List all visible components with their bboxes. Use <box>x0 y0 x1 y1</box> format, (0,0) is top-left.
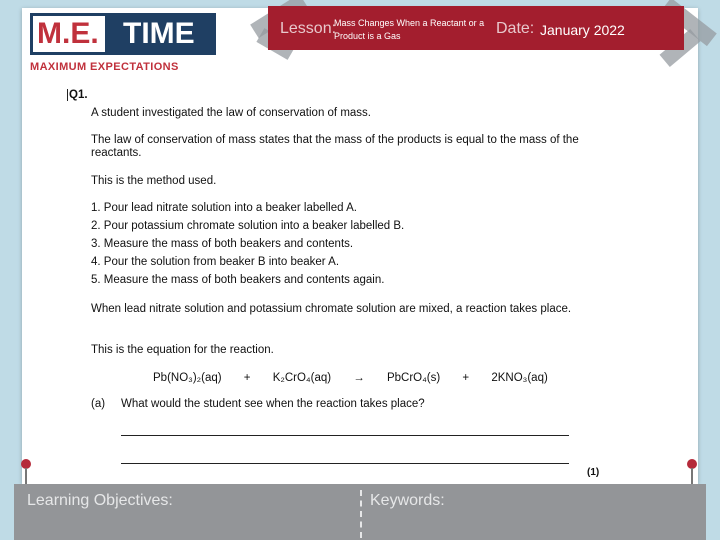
question-number: Q1. <box>69 89 88 101</box>
method-step: 2. Pour potassium chromate solution into a beaker labelled B. <box>91 220 405 232</box>
footer-divider <box>360 490 362 538</box>
law-statement: The law of conservation of mass states that the mass of the products is equal to the mass of the reactants. <box>91 134 579 159</box>
answer-line <box>121 435 569 436</box>
equation-product: PbCrO₄(s) <box>386 372 441 384</box>
exam-question-document <box>65 84 615 488</box>
equation-product: 2KNO₃(aq) <box>491 372 548 384</box>
equation-reactant: Pb(NO₃)₂(aq) <box>153 372 222 384</box>
logo-box <box>30 13 216 55</box>
footer-panel <box>14 484 706 540</box>
pushpin-icon <box>687 459 697 469</box>
learning-objectives-label: Learning Objectives: <box>27 492 173 509</box>
equation-plus: + <box>243 372 251 384</box>
me-time-logo <box>30 13 216 73</box>
part-a-question: What would the student see when the reaction takes place? <box>121 398 425 410</box>
question-intro: A student investigated the law of conservation of mass. <box>91 107 371 119</box>
equation-intro: This is the equation for the reaction. <box>91 344 274 356</box>
pushpin-icon <box>21 459 31 469</box>
method-step: 1. Pour lead nitrate solution into a beaker labelled A. <box>91 202 357 214</box>
date-value: January 2022 <box>540 22 625 38</box>
chemical-equation <box>153 372 566 384</box>
answer-line <box>121 463 569 464</box>
logo-tagline: MAXIMUM EXPECTATIONS <box>30 61 179 73</box>
date-label: Date: <box>496 20 535 37</box>
reaction-statement: When lead nitrate solution and potassium chromate solution are mixed, a reaction takes place. <box>91 303 572 315</box>
method-step: 3. Measure the mass of both beakers and contents. <box>91 238 354 250</box>
equation-arrow: → <box>353 372 365 384</box>
method-intro: This is the method used. <box>91 175 217 187</box>
equation-reactant: K₂CrO₄(aq) <box>272 372 332 384</box>
keywords-label: Keywords: <box>370 492 445 509</box>
logo-me-text: M.E. <box>37 17 99 50</box>
method-step: 4. Pour the solution from beaker B into beaker A. <box>91 256 340 268</box>
lesson-title: Mass Changes When a Reactant or a Product is a Gas <box>334 18 485 41</box>
marks-label: (1) <box>587 467 600 478</box>
lesson-label: Lesson: <box>280 20 337 37</box>
lesson-header-bar <box>268 6 684 50</box>
equation-plus: + <box>462 372 470 384</box>
method-step: 5. Measure the mass of both beakers and contents again. <box>91 274 385 286</box>
part-a-label: (a) <box>91 398 106 410</box>
logo-time-text: TIME <box>105 16 213 52</box>
